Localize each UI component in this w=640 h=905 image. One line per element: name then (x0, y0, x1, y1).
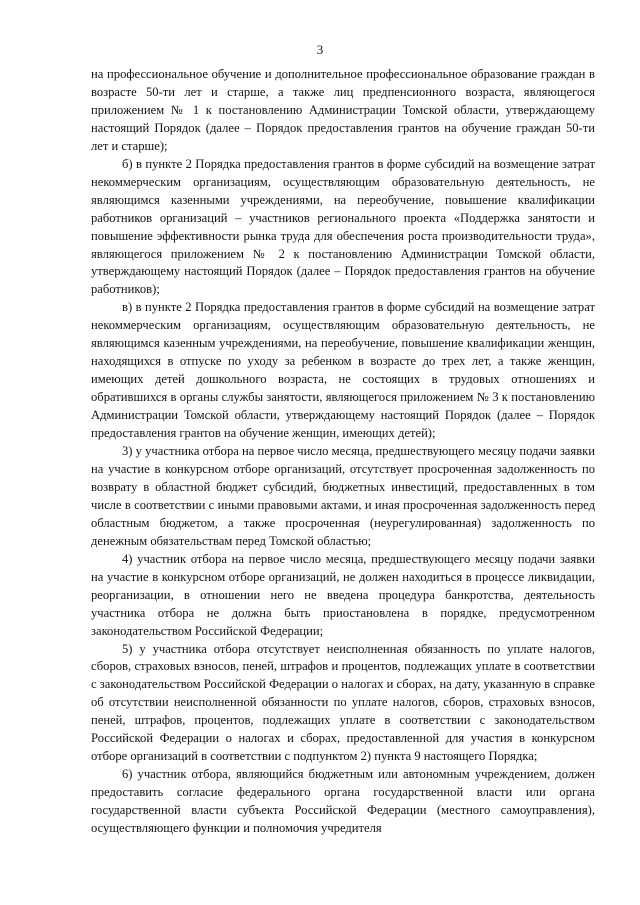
page-number: 3 (316, 42, 324, 57)
paragraph-item-3: 3) у участника отбора на первое число месяца, предшествующего месяцу подачи заявки на участие в конкурсном отборе организаций, отсутствует просроченная задолженность по возврату в областной бюджет субсидий, бюджетных инвестиций, предоставленных в том числе в соответствии с иными правовыми актами, и иная просроченная задолженность перед областным бюджетом, а также просроченная (неурегулированная) задолженность по денежным обязательствам перед Томской областью; (91, 444, 595, 548)
paragraph-item-6: 6) участник отбора, являющийся бюджетным или автономным учреждением, должен предоставить согласие федерального органа государственной власти или органа государственной власти субъекта Российской Федерации (местного самоуправления), осуществляющего функции и полномочия учредителя (91, 767, 595, 836)
paragraph-item-b: б) в пункте 2 Порядка предоставления грантов в форме субсидий на возмещение затрат некоммерческим организациям, осуществляющим образовательную деятельность, не являющимся казенными учреждениями, на переобучение, повышение квалификации работников организаций – участников регионального проекта «Поддержка занятости и повышение эффективности рынка труда для обеспечения роста производительности труда», являющегося приложением № 2 к постановлению Администрации Томской области, утверждающему настоящий Порядок (далее – Порядок предоставления грантов на обучение работников); (91, 156, 595, 297)
paragraph-item-5: 5) у участника отбора отсутствует неисполненная обязанность по уплате налогов, сборов, страховых взносов, пеней, штрафов и процентов, подлежащих уплате в соответствии с законодательством Российской Федерации о налогах и сборах, на дату, указанную в справке об отсутствии неисполненной обязанности по уплате налогов, сборов, страховых взносов, пеней, штрафов, процентов, подлежащих уплате в соответствии с законодательством Российской Федерации о налогах и сборах, предоставленной для участия в конкурсном отборе организаций в соответствии с подпунктом 2) пункта 9 настоящего Порядка; (91, 641, 595, 764)
paragraph-continuation: на профессиональное обучение и дополнительное профессиональное образование граждан в возрасте 50-ти лет и старше, а также лиц предпенсионного возраста, являющегося приложением № 1 к постановлению Администрации Томской области, утверждающему настоящий Порядок (далее – Порядок предоставления грантов на обучение граждан 50-ти лет и старше); (91, 67, 595, 153)
document-body (91, 66, 595, 838)
paragraph-item-v: в) в пункте 2 Порядка предоставления грантов в форме субсидий на возмещение затрат некоммерческим организациям, осуществляющим образовательную деятельность, не являющимся казенным учреждениями, на переобучение, повышение квалификации женщин, находящихся в отпуске по уходу за ребенком в возрасте до трех лет, а также женщин, имеющих детей дошкольного возраста, не состоящих в трудовых отношениях и обратившихся в органы службы занятости, являющегося приложением № 3 к постановлению Администрации Томской области, утверждающему настоящий Порядок (далее – Порядок предоставления грантов на обучение женщин, имеющих детей); (91, 300, 595, 441)
paragraph-item-4: 4) участник отбора на первое число месяца, предшествующего месяцу подачи заявки на участие в конкурсном отборе организаций, не должен находиться в процессе ликвидации, реорганизации, в отношении него не введена процедура банкротства, деятельность участника отбора не должна быть приостановлена в порядке, предусмотренном законодательством Российской Федерации; (91, 551, 595, 638)
